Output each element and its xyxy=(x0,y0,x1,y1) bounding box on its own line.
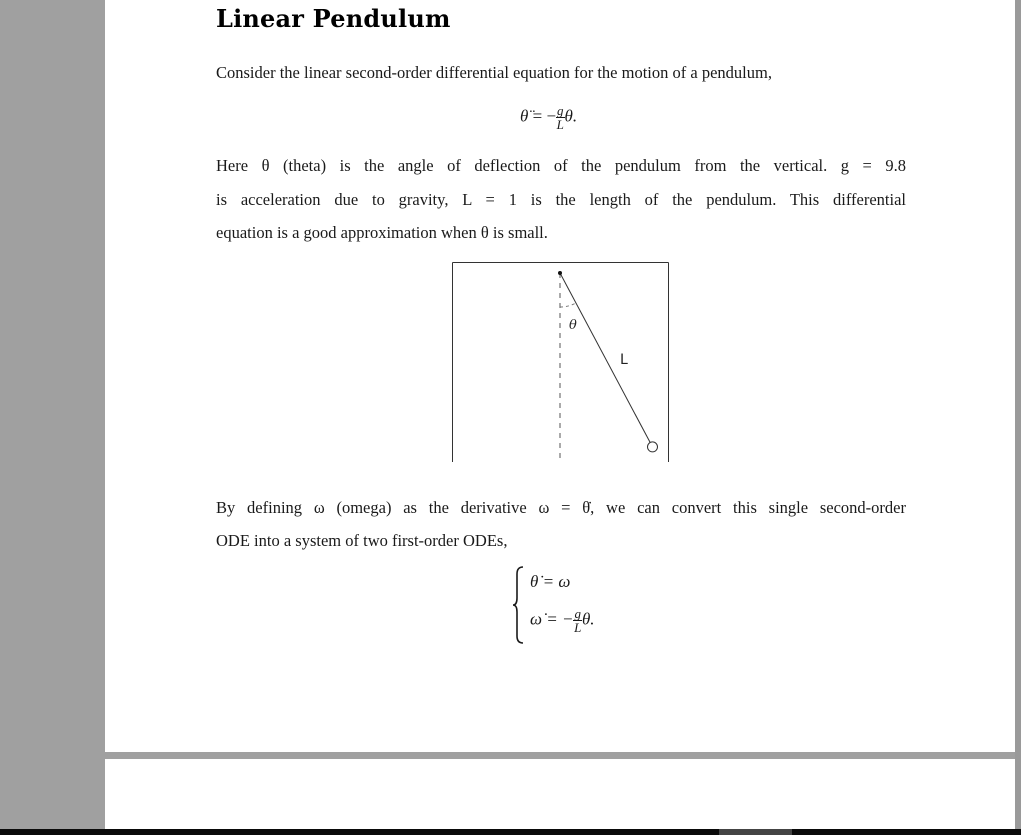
pendulum-figure xyxy=(452,262,669,462)
eq1-rhs: θ. xyxy=(564,106,578,126)
para3-line2: ODE into a system of two first-order ODEs, xyxy=(216,531,508,550)
system-row2-fraction xyxy=(573,607,582,634)
para2-line1: Here θ (theta) is the angle of deflection of the pendulum from the vertical. g = 9.8 xyxy=(216,156,906,175)
pendulum-rod xyxy=(560,273,653,447)
eq1-frac-num: g xyxy=(557,103,564,118)
theta-label: θ xyxy=(569,318,577,333)
bottom-scroll-bar[interactable] xyxy=(0,829,1021,835)
viewer-right-edge xyxy=(1015,0,1021,835)
pivot-point xyxy=(558,271,562,275)
system-row1-text: θ̇ = ω xyxy=(530,572,571,591)
bottom-scroll-thumb[interactable] xyxy=(719,829,792,835)
system-row-2 xyxy=(530,607,595,634)
system-row2-num: g xyxy=(574,606,581,621)
intro-paragraph: Consider the linear second-order differential equation for the motion of a pendulum, xyxy=(216,63,772,82)
system-row-1 xyxy=(530,572,570,592)
system-row2-den: L xyxy=(574,620,582,635)
page-title: Linear Pendulum xyxy=(216,4,451,33)
length-label: L xyxy=(620,352,628,368)
next-page xyxy=(105,759,1015,829)
angle-arc xyxy=(560,303,576,307)
eq1-eq: = − xyxy=(528,106,557,126)
eq1-frac-den: L xyxy=(556,117,564,132)
system-row2-rhs: θ. xyxy=(581,609,595,629)
para3-line1: By defining ω (omega) as the derivative ω = θ̇, we can convert this single second-order xyxy=(216,498,906,517)
para2-line2: is acceleration due to gravity, L = 1 is the length of the pendulum. This differential xyxy=(216,190,906,209)
system-brace xyxy=(512,566,524,644)
equation-1 xyxy=(520,104,577,131)
para2-line3: equation is a good approximation when θ is small. xyxy=(216,223,548,242)
eq1-lhs: θ̈ xyxy=(520,106,529,126)
system-row2-lhs: ω̇ = − xyxy=(530,609,574,629)
eq1-fraction xyxy=(556,104,565,131)
pendulum-bob xyxy=(648,442,658,452)
